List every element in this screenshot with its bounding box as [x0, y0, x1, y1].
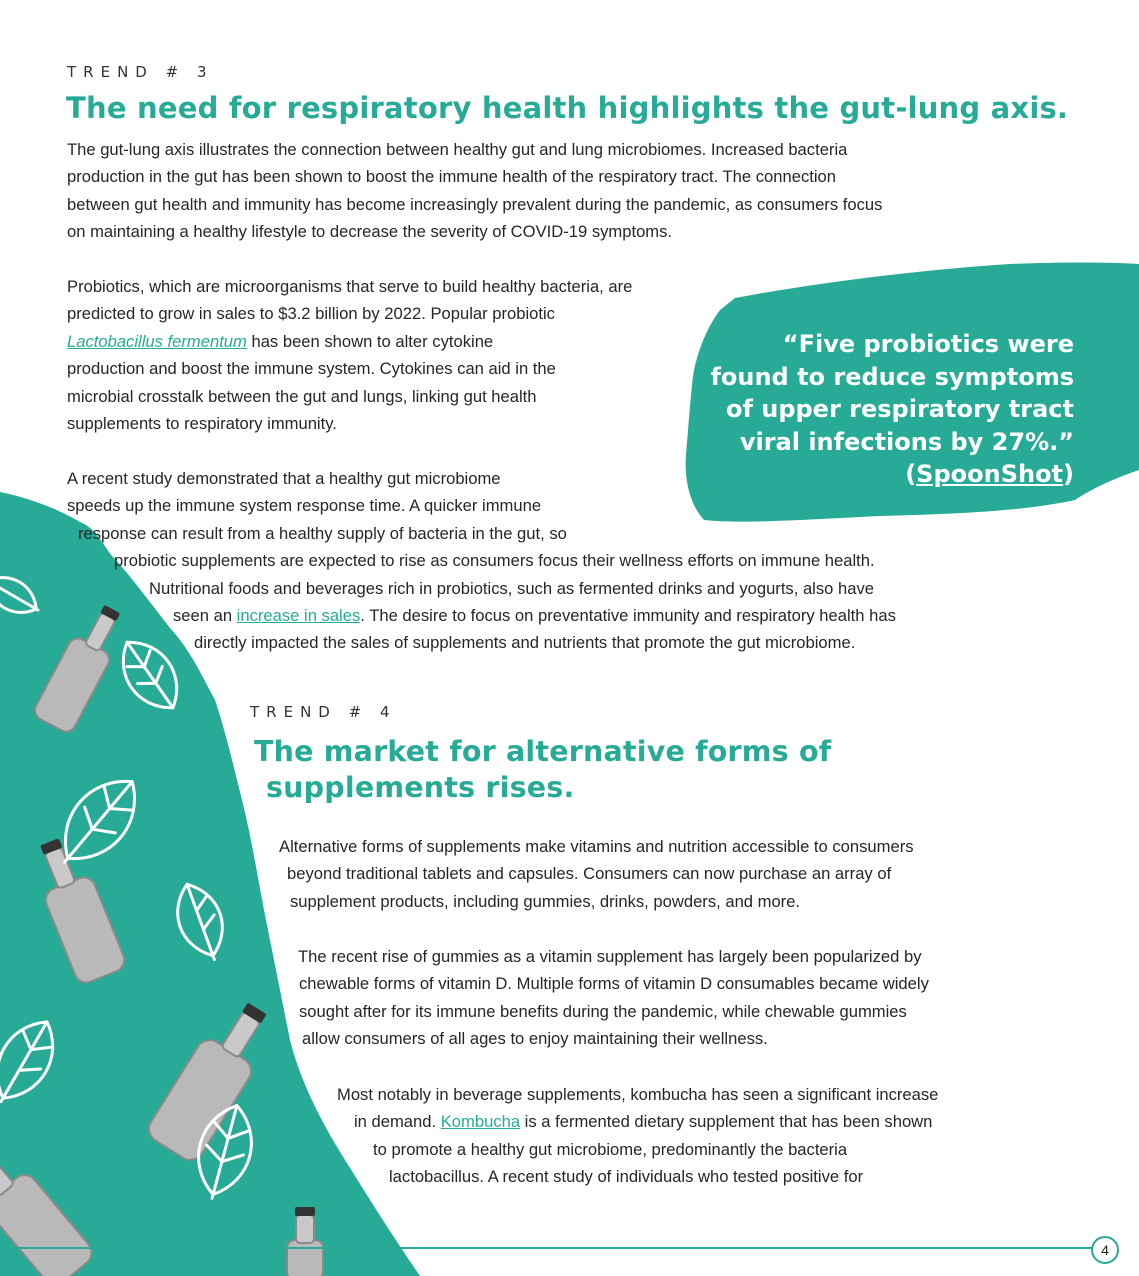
- quote-source-line: [690, 458, 1074, 491]
- text-line: Alternative forms of supplements make vitamins and nutrition accessible to consumers: [279, 837, 914, 856]
- text-line: allow consumers of all ages to enjoy maintaining their wellness.: [302, 1029, 768, 1049]
- text-fragment: in demand.: [354, 1112, 441, 1132]
- text-line: to promote a healthy gut microbiome, predominantly the bacteria: [373, 1139, 848, 1159]
- text-line: Probiotics, which are microorganisms that serve to build healthy bacteria, are: [67, 277, 633, 296]
- quote-line: viral infections by 27%.”: [739, 427, 1074, 456]
- text-line: response can result from a healthy supply of bacteria in the gut, so: [78, 523, 567, 543]
- pull-quote: [690, 328, 1074, 491]
- text-line: production in the gut has been shown to boost the immune health of the respiratory tract. The connection: [67, 167, 837, 187]
- text-line: [354, 1108, 938, 1135]
- text-fragment: seen an: [173, 606, 237, 626]
- footer-rule: [0, 1247, 1092, 1249]
- text-line: [67, 328, 632, 355]
- trend3-paragraph-1: [67, 136, 882, 246]
- text-fragment: is a fermented dietary supplement that has been shown: [520, 1112, 933, 1132]
- text-line: A recent study demonstrated that a healthy gut microbiome: [67, 469, 501, 488]
- text-line: The gut-lung axis illustrates the connection between healthy gut and lung microbiomes. Increased bacteria: [67, 140, 848, 159]
- text-line: chewable forms of vitamin D. Multiple forms of vitamin D consumables became widely: [299, 974, 929, 994]
- page-number: 4: [1091, 1236, 1119, 1264]
- quote-line: “Five probiotics were: [782, 330, 1074, 358]
- text-line: Nutritional foods and beverages rich in probiotics, such as fermented drinks and yogurts, also have: [149, 578, 874, 598]
- lactobacillus-fermentum-link[interactable]: Lactobacillus fermentum: [67, 331, 247, 351]
- text-fragment: . The desire to focus on preventative immunity and respiratory health has: [360, 606, 896, 626]
- trend4-title: [254, 734, 831, 806]
- trend3-title: The need for respiratory health highlights the gut-lung axis.: [66, 91, 1069, 125]
- text-line: The recent rise of gummies as a vitamin supplement has largely been popularized by: [298, 947, 922, 966]
- text-line: speeds up the immune system response time. A quicker immune: [67, 496, 542, 516]
- trend3-paragraph-2: [67, 273, 632, 437]
- paren-open: (: [905, 460, 917, 488]
- text-line: probiotic supplements are expected to rise as consumers focus their wellness efforts on immune health.: [114, 551, 875, 571]
- text-line: supplement products, including gummies, drinks, powders, and more.: [290, 891, 801, 911]
- quote-line: of upper respiratory tract: [725, 395, 1074, 423]
- trend4-paragraph-2: [298, 943, 929, 1053]
- title-line: The market for alternative forms of: [254, 735, 832, 768]
- text-line: Most notably in beverage supplements, kombucha has seen a significant increase: [337, 1085, 939, 1104]
- text-line: directly impacted the sales of supplements and nutrients that promote the gut microbiome.: [194, 633, 856, 653]
- text-fragment: has been shown to alter cytokine: [246, 331, 494, 351]
- paren-close: ): [1063, 460, 1074, 488]
- text-line: sought after for its immune benefits during the pandemic, while chewable gummies: [299, 1001, 907, 1021]
- kombucha-link[interactable]: Kombucha: [440, 1112, 521, 1132]
- increase-in-sales-link[interactable]: increase in sales: [236, 606, 361, 626]
- text-line: on maintaining a healthy lifestyle to decrease the severity of COVID-19 symptoms.: [67, 222, 673, 242]
- trend4-kicker: TREND # 4: [250, 703, 397, 721]
- text-line: [173, 602, 896, 629]
- trend4-paragraph-1: [279, 833, 914, 915]
- spoonshot-link[interactable]: SpoonShot: [916, 460, 1064, 488]
- text-line: microbial crosstalk between the gut and lungs, linking gut health: [67, 386, 537, 406]
- text-line: predicted to grow in sales to $3.2 billion by 2022. Popular probiotic: [67, 304, 555, 324]
- quote-line: found to reduce symptoms: [710, 362, 1074, 391]
- title-line: supplements rises.: [266, 771, 575, 804]
- text-line: lactobacillus. A recent study of individuals who tested positive for: [389, 1167, 864, 1187]
- text-line: production and boost the immune system. Cytokines can aid in the: [67, 359, 556, 379]
- text-line: beyond traditional tablets and capsules. Consumers can now purchase an array of: [287, 864, 892, 884]
- text-line: between gut health and immunity has become increasingly prevalent during the pandemic, as consumers focus: [67, 194, 883, 214]
- trend3-kicker: TREND # 3: [67, 63, 214, 81]
- trend3-paragraph-3: [67, 465, 896, 657]
- text-line: supplements to respiratory immunity.: [67, 414, 337, 434]
- trend4-paragraph-3: [337, 1081, 938, 1191]
